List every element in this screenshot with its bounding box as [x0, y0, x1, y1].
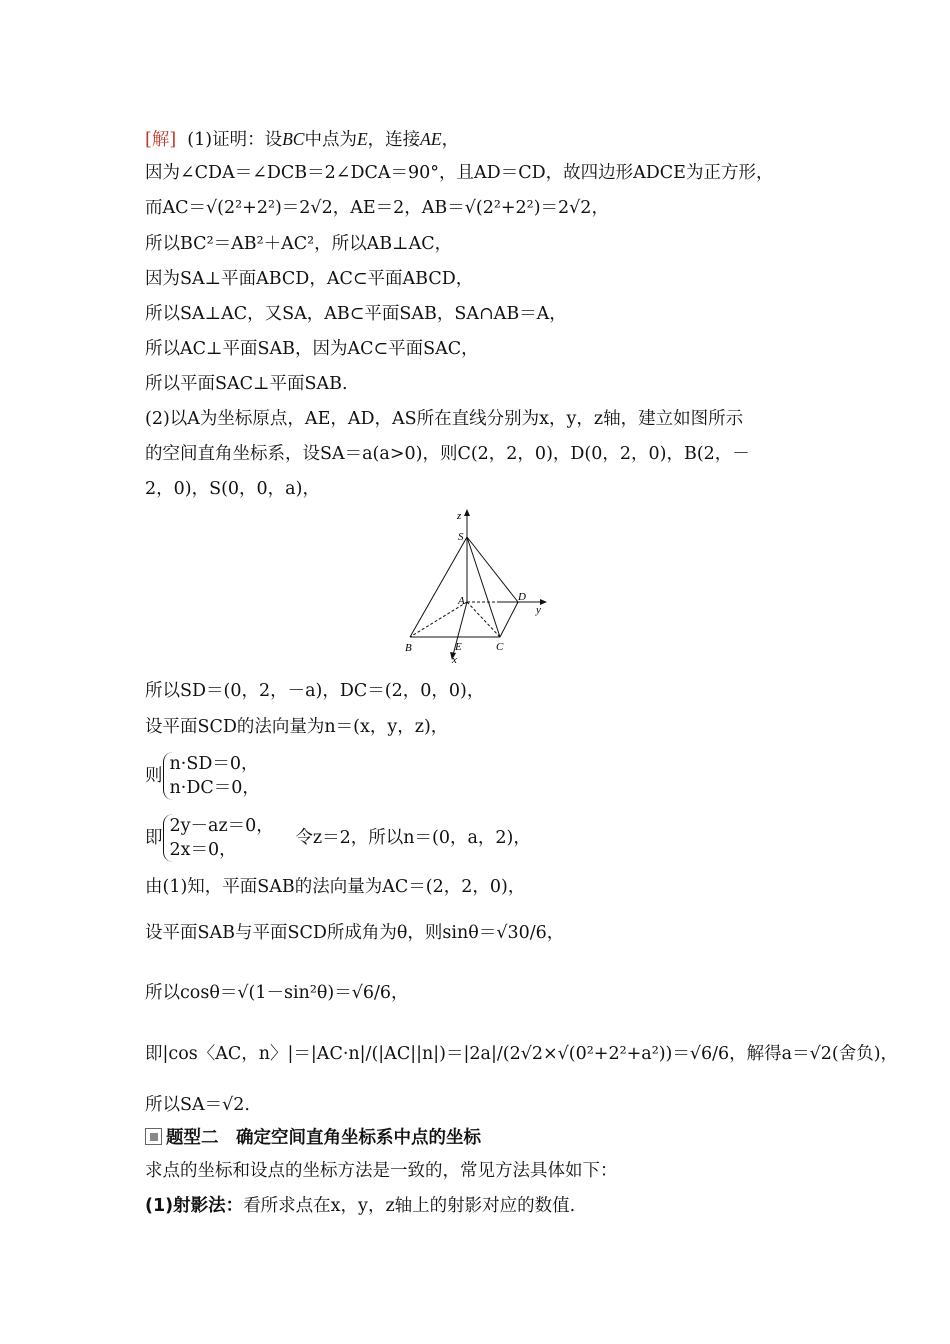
section-heading: [145, 1124, 481, 1149]
edge-SD: [467, 537, 518, 602]
solution-line-15: 由(1)知，平面SAB的法向量为AC＝(2，2，0)，: [145, 877, 526, 897]
edge-AB: [410, 602, 467, 637]
label-B: B: [405, 642, 412, 654]
solution-line-18: 即|cos〈AC，n〉|＝|AC·n|/(|AC||n|)＝|2a|/(2√2×√(0²+2²+a²))＝√6/6，解得a＝√2(舍负)，: [145, 1044, 899, 1064]
part1-label: (1)证明：: [187, 130, 265, 150]
edge-AC: [467, 602, 500, 637]
system-2-eq-b: 2x＝0，: [169, 840, 237, 860]
solution-line-8: 所以平面SAC⊥平面SAB.: [145, 374, 348, 394]
solution-line-5: 因为SA⊥平面ABCD，AC⊂平面ABCD，: [145, 269, 474, 289]
solution-line-1: [解] (1)证明：设BC中点为E，连接AE，: [145, 129, 460, 150]
label-z: z: [457, 510, 462, 522]
solution-line-9: (2)以A为坐标原点，AE，AD，AS所在直线分别为x，y，z轴，建立如图所示: [145, 409, 744, 429]
solution-tag: [解]: [145, 130, 177, 150]
label-A: A: [458, 595, 465, 607]
system-2: 即 2y－az＝0， 2x＝0， 令z＝2，所以n＝(0，a，2)，: [145, 816, 531, 860]
solution-line-7: 所以AC⊥平面SAB，因为AC⊂平面SAC，: [145, 339, 479, 359]
system-1-eq-b: n·DC＝0，: [169, 778, 260, 798]
system-1-eq-a: n·SD＝0，: [169, 754, 259, 774]
solution-line-19: 所以SA＝√2.: [145, 1095, 250, 1115]
method-line: [145, 1195, 575, 1217]
solution-line-3: 而AC＝√(2²+2²)＝2√2，AE＝2，AB＝√(2²+2²)＝2√2，: [145, 198, 609, 218]
solution-line-16: 设平面SAB与平面SCD所成角为θ，则sinθ＝√30/6，: [145, 923, 565, 943]
label-C: C: [496, 641, 504, 653]
label-D: D: [518, 591, 526, 603]
method-label: (1)射影法：: [145, 1196, 244, 1216]
edge-SC: [467, 537, 500, 637]
solution-line-11: 2，0)，S(0，0，a)，: [145, 479, 320, 499]
solution-line-12: 所以SD＝(0，2，－a)，DC＝(2，0，0)，: [145, 681, 485, 701]
solution-line-10: 的空间直角坐标系，设SA＝a(a>0)，则C(2，2，0)，D(0，2，0)，B(2，－: [145, 444, 750, 464]
system-1: 则 n·SD＝0， n·DC＝0，: [145, 754, 260, 798]
label-S: S: [458, 531, 464, 543]
solution-line-13: 设平面SCD的法向量为n＝(x，y，z)，: [145, 717, 449, 737]
label-E: E: [455, 641, 462, 653]
z-arrow: [464, 509, 470, 516]
edge-CD: [500, 602, 518, 637]
section-icon: [145, 1128, 162, 1145]
solution-line-6: 所以SA⊥AC，又SA，AB⊂平面SAB，SA∩AB＝A，: [145, 304, 567, 324]
solution-line-14: 令z＝2，所以n＝(0，a，2)，: [295, 828, 531, 848]
section-title: 题型二 确定空间直角坐标系中点的坐标: [166, 1128, 481, 1148]
solution-line-2: 因为∠CDA＝∠DCB＝2∠DCA＝90°，且AD＝CD，故四边形ADCE为正方形，: [145, 163, 774, 183]
label-x: x: [452, 654, 457, 666]
method-text: 看所求点在x，y，z轴上的射影对应的数值.: [243, 1196, 576, 1216]
system-2-eq-a: 2y－az＝0，: [169, 816, 274, 836]
pyramid-figure: [395, 505, 565, 670]
label-y: y: [536, 604, 541, 616]
y-arrow: [540, 599, 547, 605]
edge-SB: [410, 537, 467, 637]
solution-line-17: 所以cosθ＝√(1－sin²θ)＝√6/6，: [145, 983, 409, 1003]
section-intro: 求点的坐标和设点的坐标方法是一致的，常见方法具体如下：: [145, 1161, 618, 1181]
solution-line-4: 所以BC²＝AB²＋AC²，所以AB⊥AC，: [145, 234, 453, 254]
